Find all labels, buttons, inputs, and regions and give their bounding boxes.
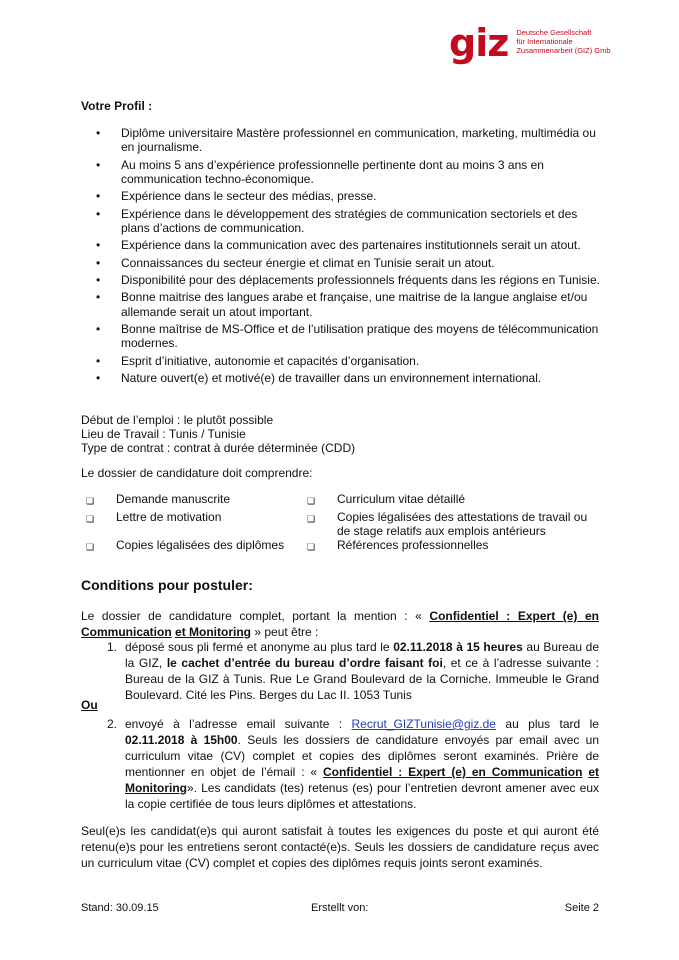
logo-line-3: Zusammenarbeit (GIZ) Gmb — [516, 46, 611, 55]
bullet-icon: • — [96, 370, 101, 385]
option-1 — [81, 639, 599, 703]
cachet-note: le cachet d’entrée du bureau d’ordre faisant foi — [166, 656, 443, 670]
option-number: 2. — [107, 717, 118, 731]
option-1-text — [125, 639, 599, 703]
text: au Bureau de la GIZ, — [125, 640, 600, 670]
dossier-intro: Le dossier de candidature doit comprendre: — [81, 466, 313, 480]
profil-item — [81, 158, 601, 186]
conditions-intro — [81, 608, 599, 640]
bullet-icon: • — [96, 206, 101, 221]
profil-list — [81, 126, 601, 388]
deadline: 02.11.2018 à 15 heures — [393, 640, 523, 654]
checklist-label: Curriculum vitae détaillé — [337, 492, 466, 506]
debut-emploi: Début de l’emploi : le plutôt possible — [81, 413, 274, 427]
text: au plus tard le — [505, 717, 599, 731]
bullet-icon: • — [96, 290, 101, 305]
lieu-travail: Lieu de Travail : Tunis / Tunisie — [81, 427, 246, 441]
type-contrat: Type de contrat : contrat à durée déterminée (CDD) — [81, 441, 356, 455]
profil-item — [81, 189, 601, 203]
profil-item-text: Esprit d’initiative, autonomie et capacités d’organisation. — [121, 353, 420, 368]
profil-item-text: Expérience dans la communication avec des partenaires institutionnels serait un atout. — [121, 238, 581, 253]
profil-item — [81, 322, 601, 350]
mention-part-2: et Monitoring — [125, 765, 599, 795]
conditions-title: Conditions pour postuler: — [81, 577, 253, 593]
email-link[interactable]: Recrut_GIZTunisie@giz.de — [351, 717, 496, 731]
profil-title: Votre Profil : — [81, 99, 153, 113]
bullet-icon: • — [96, 255, 101, 270]
checkbox-icon: ❑ — [307, 542, 316, 552]
option-number: 1. — [107, 640, 118, 654]
profil-item-text: Bonne maitrise des langues arabe et française, une maitrise de la langue anglaise et/ou allemande serait un atout important. — [121, 290, 588, 319]
profil-item-text: Disponibilité pour des déplacements professionnels fréquents dans les régions en Tunisie. — [121, 272, 600, 287]
checkbox-icon: ❑ — [86, 496, 95, 506]
logo-line-1: Deutsche Gesellschaft — [516, 28, 592, 37]
address-text: , et ce à l’adresse suivante : Bureau de la GIZ à Tunis. Rue Le Grand Boulevard de la Corniche. Immeuble le Grand Boulevard. Cité les Pins. Berges du Lac II. 1053 Tunis — [125, 656, 599, 702]
logo-text — [516, 28, 610, 55]
bullet-icon: • — [96, 189, 101, 204]
mention-part-1: Confidentiel : Expert (e) en Communication — [322, 765, 583, 779]
checklist-label: Références professionnelles — [337, 538, 489, 552]
checkbox-icon: ❑ — [86, 514, 95, 524]
mention-part-1: Confidentiel : Expert (e) en Communication — [81, 609, 599, 639]
profil-item — [81, 207, 601, 235]
profil-item — [81, 371, 601, 385]
logo-mark: giz — [449, 21, 509, 65]
logo-line-2: für Internationale — [516, 37, 573, 46]
footer-page-number: Seite 2 — [564, 902, 599, 914]
checkbox-icon: ❑ — [86, 542, 95, 552]
profil-item-text: Diplôme universitaire Mastère professionnel en communication, marketing, multimédia ou en journalisme. — [121, 126, 596, 155]
footer-erstellt: Erstellt von: — [311, 902, 369, 914]
giz-logo — [449, 21, 611, 65]
bullet-icon: • — [96, 272, 101, 287]
text: envoyé à l’adresse email suivante : — [125, 717, 343, 731]
text: déposé sous pli fermé et anonyme au plus tard le — [125, 640, 390, 654]
option-2 — [81, 716, 599, 812]
profil-item — [81, 273, 601, 287]
bullet-icon: • — [96, 238, 101, 253]
option-2-text — [125, 716, 599, 812]
job-info — [81, 413, 355, 455]
profil-item — [81, 256, 601, 270]
or-separator: Ou — [81, 698, 98, 712]
text: ». Les candidats (tes) retenus (es) pour l’entretien devront amener avec eux la copie certifiée de tous leurs diplômes et attestations. — [125, 781, 599, 811]
profil-item — [81, 290, 601, 318]
profil-item — [81, 238, 601, 252]
bullet-icon: • — [96, 353, 101, 368]
profil-item-text: Bonne maîtrise de MS-Office et de l’utilisation pratique des moyens de télécommunication modernes. — [121, 321, 599, 351]
closing-paragraph: Seul(e)s les candidat(e)s qui auront satisfait à toutes les exigences du poste et qui auront été retenu(e)s pour les entretiens seront contacté(e)s. Seuls les dossiers de candidature reçus avec un curriculum vitae (CV) complet et copies des diplômes requis joints seront examinés. — [81, 824, 599, 870]
profil-item — [81, 354, 601, 368]
checklist-label: Demande manuscrite — [116, 492, 231, 506]
bullet-icon: • — [96, 126, 101, 140]
footer-stand: Stand: 30.09.15 — [81, 902, 159, 914]
bullet-icon: • — [96, 321, 101, 336]
intro-text-end: » peut être : — [254, 625, 319, 639]
deadline: 02.11.2018 à 15h00 — [125, 733, 238, 747]
profil-item-text: Au moins 5 ans d’expérience professionnelle pertinente dont au moins 3 ans en communication techno-économique. — [121, 157, 544, 186]
checklist-label: Copies légalisées des diplômes — [116, 538, 285, 552]
profil-item-text: Connaissances du secteur énergie et climat en Tunisie serait un atout. — [121, 255, 495, 270]
intro-text: Le dossier de candidature complet, portant la mention : « — [81, 609, 422, 623]
checkbox-icon: ❑ — [307, 514, 316, 524]
bullet-icon: • — [96, 157, 101, 172]
checklist-label: Copies légalisées des attestations de travail ou de stage relatifs aux emplois antérieurs — [337, 510, 588, 538]
profil-item-text: Expérience dans le développement des stratégies de communication sectoriels et des plans d’actions de communication. — [121, 206, 578, 235]
profil-item-text: Expérience dans le secteur des médias, presse. — [121, 189, 377, 204]
profil-item — [81, 126, 601, 154]
profil-item-text: Nature ouvert(e) et motivé(e) de travailler dans un environnement international. — [121, 370, 542, 385]
checklist-label: Lettre de motivation — [116, 510, 222, 524]
checkbox-icon: ❑ — [307, 496, 316, 506]
mention-part-2: et Monitoring — [175, 625, 251, 639]
text: . Seuls les dossiers de candidature envoyés par email avec un curriculum vitae (CV) complet et copies des diplômes seront examinés. Prière de mentionner en objet de l’émail : « — [125, 733, 600, 779]
